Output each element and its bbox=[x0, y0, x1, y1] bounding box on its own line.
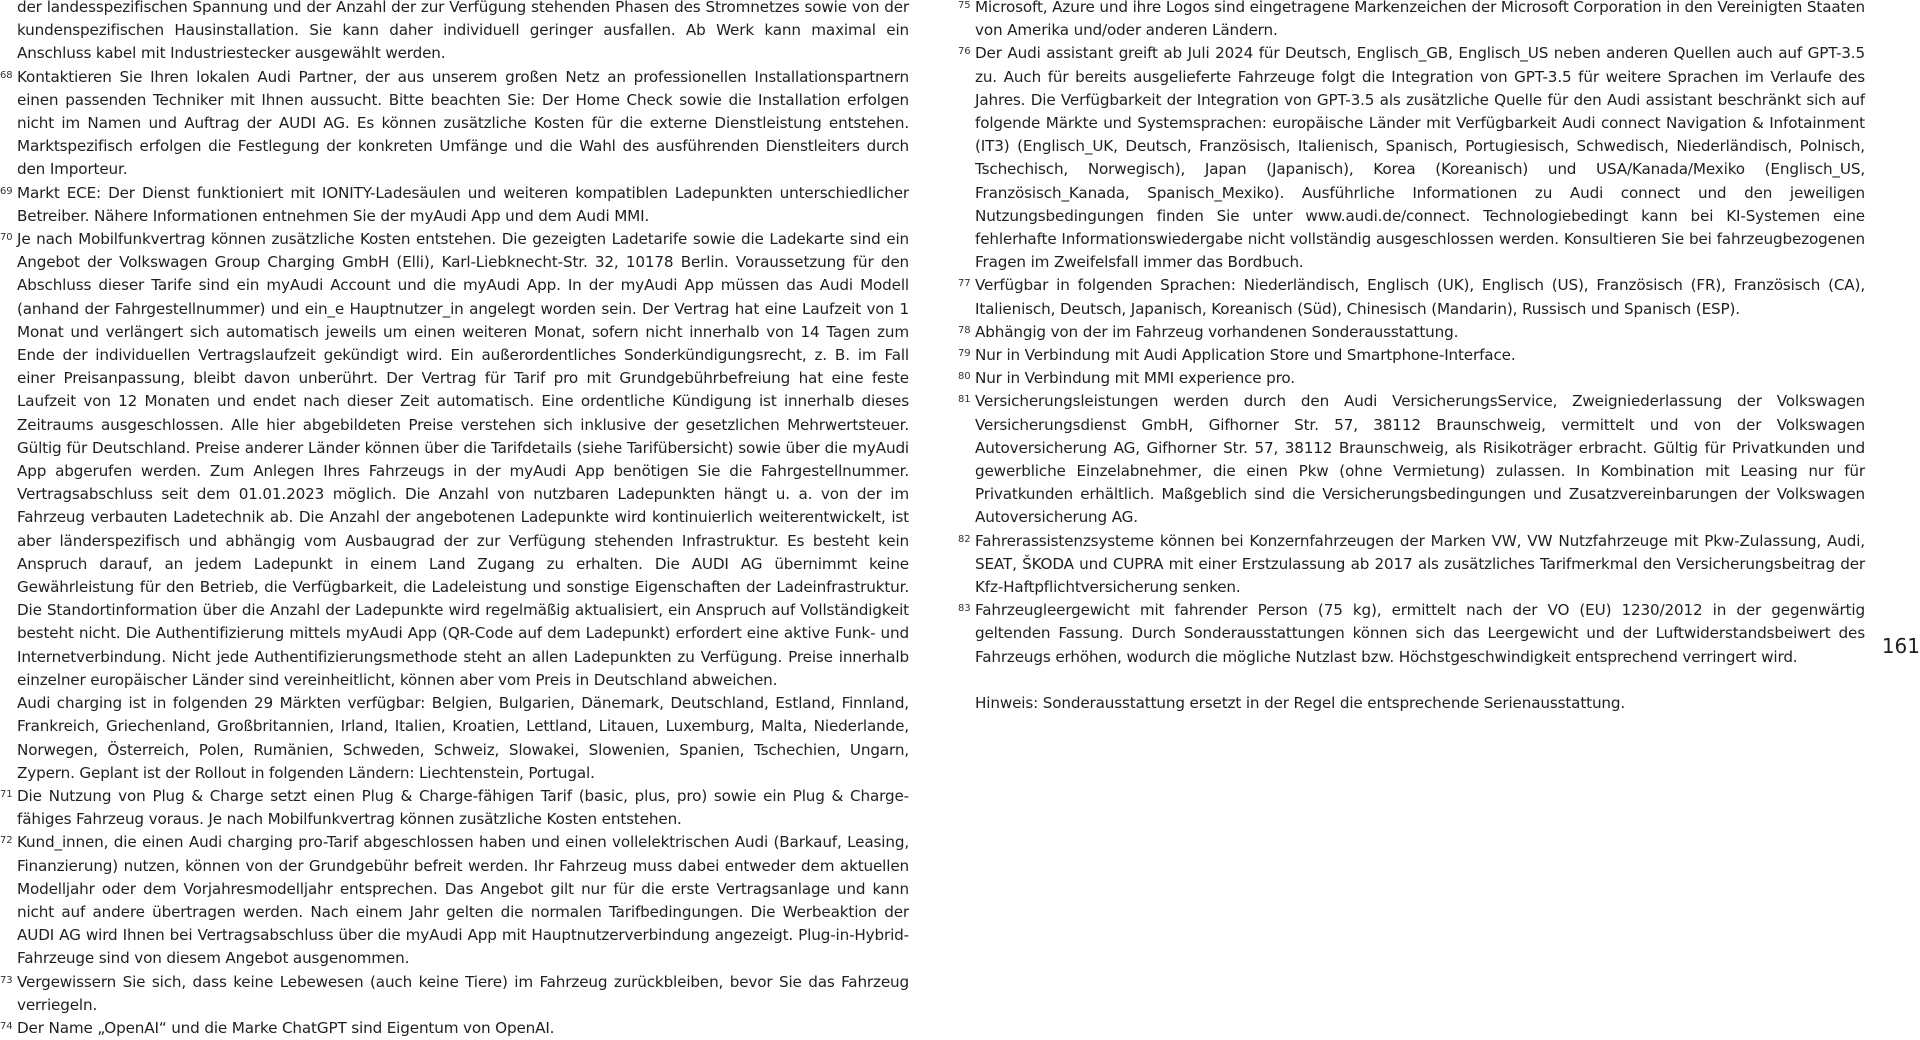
footnote-number: 80 bbox=[958, 371, 971, 383]
footnote-70 bbox=[0, 228, 909, 692]
footnote-text: Nur in Verbindung mit MMI experience pro. bbox=[975, 369, 1295, 388]
footnote-77 bbox=[958, 274, 1865, 320]
page-number: 161 bbox=[1881, 634, 1920, 658]
footnote-number: 70 bbox=[0, 232, 13, 244]
footnote-83 bbox=[958, 599, 1865, 669]
footnote-number: 81 bbox=[958, 394, 971, 406]
footnote-number: 76 bbox=[958, 46, 971, 58]
footnote-81 bbox=[958, 390, 1865, 529]
footnote-text: Markt ECE: Der Dienst funktioniert mit IONITY-Ladesäulen und weiteren kompatiblen Ladepunkten unterschiedlicher Betreiber. Nähere Informationen entnehmen Sie der myAudi App und dem Audi MMI. bbox=[17, 183, 909, 225]
footnote-number: 71 bbox=[0, 788, 13, 800]
footnote-82 bbox=[958, 530, 1865, 600]
footnote-number: 72 bbox=[0, 835, 13, 847]
footnote-71 bbox=[0, 785, 909, 831]
footnote-73 bbox=[0, 971, 909, 1017]
footnote-74 bbox=[0, 1017, 909, 1040]
footnote-78 bbox=[958, 321, 1865, 344]
footnote-72 bbox=[0, 831, 909, 970]
footnote-text: Nur in Verbindung mit Audi Application Store und Smartphone-Interface. bbox=[975, 346, 1516, 365]
footnote-text: Die Nutzung von Plug & Charge setzt einen Plug & Charge-fähigen Tarif (basic, plus, pro) sowie ein Plug & Charge-fähiges Fahrzeug voraus. Je nach Mobilfunkvertrag können zusätzliche Kosten entstehen. bbox=[17, 786, 909, 829]
intro-paragraph: der landesspezifischen Spannung und der Anzahl der zur Verfügung stehenden Phasen des Stromnetzes sowie von der kundenspezifischen Hausinstallation. Sie kann daher individuell geringer ausfallen. Ab Werk kann maximal ein Anschluss kabel mit Industriestecker ausgewählt werden. bbox=[17, 0, 909, 63]
footnote-69 bbox=[0, 182, 909, 228]
footnote-75 bbox=[958, 0, 1865, 42]
footnote-text: Kontaktieren Sie Ihren lokalen Audi Partner, der aus unserem großen Netz an professionellen Installationspartnern einen passenden Techniker mit Ihnen aussucht. Bitte beachten Sie: Der Home Check sowie die Installation erfolgen nicht im Namen und Auftrag der AUDI AG. Es können zusätzliche Kosten für die externe Dienstleistung entstehen. Marktspezifisch erfolgen die Festlegung der konkreten Umfänge und die Wahl des ausführenden Dienstleiters durch den Importeur. bbox=[17, 67, 909, 179]
equipment-hint: Hinweis: Sonderausstattung ersetzt in der Regel die entsprechende Serienausstattung. bbox=[975, 694, 1626, 713]
footnote-number: 82 bbox=[958, 533, 971, 545]
footnote-text: Der Audi assistant greift ab Juli 2024 für Deutsch, Englisch_GB, Englisch_US neben anderen Quellen auch auf GPT-3.5 zu. Auch für bereits ausgelieferte Fahrzeuge folgt die Integration von GPT-3.5 für weitere Sprachen im Verlaufe des Jahres. Die Verfügbarkeit der Integration von GPT-3.5 als zusätzliche Quelle für den Audi assistant beschränkt sich auf folgende Märkte und Systemsprachen: europäische Länder mit Verfügbarkeit Audi connect Navigation & Infotainment (IT3) (Englisch_UK, Deutsch, Französisch, Italienisch, Spanisch, Portugiesisch, Schwedisch, Niederländisch, Polnisch, Tschechisch, Norwegisch), Japan (Japanisch), Korea (Koreanisch) und USA/Kanada/Mexiko (Englisch_US, Französisch_Kanada, Spanisch_Mexiko). Ausführliche Informationen zu Audi connect und den jeweiligen Nutzungsbedingungen finden Sie unter www.audi.de/connect. Technologiebedingt kann bei KI-Systemen eine fehlerhafte Informationswiedergabe nicht vollständig ausgeschlossen werden. Konsultieren Sie bei fahrzeugbezogenen Fragen im Zweifelsfall immer das Bordbuch. bbox=[975, 44, 1865, 272]
footnote-number: 73 bbox=[0, 974, 13, 986]
footnote-text: Der Name „OpenAI“ und die Marke ChatGPT sind Eigentum von OpenAI. bbox=[17, 1018, 555, 1037]
footnote-text: Verfügbar in folgenden Sprachen: Niederländisch, Englisch (UK), Englisch (US), Französisch (FR), Französisch (CA), Italienisch, Deutsch, Japanisch, Koreanisch (Süd), Chinesisch (Mandarin), Russisch und Spanisch (ESP). bbox=[975, 276, 1865, 318]
footnotes-left-column bbox=[0, 0, 909, 1040]
footnote-text: Versicherungsleistungen werden durch den Audi VersicherungsService, Zweigniederlassung der Volkswagen Versicherungsdienst GmbH, Gifhorner Str. 57, 38112 Braunschweig, vermittelt und von der Volkswagen Autoversicherung AG, Gifhorner Str. 57, 38112 Braunschweig, als Risikoträger erbracht. Gültig für Privatkunden und gewerbliche Einzelabnehmer, die einen Pkw (ohne Vermietung) zulassen. In Kombination mit Leasing nur für Privatkunden erhältlich. Maßgeblich sind die Versicherungsbedingungen und Zusatzvereinbarungen der Volkswagen Autoversicherung AG. bbox=[975, 392, 1865, 527]
footnote-79 bbox=[958, 344, 1865, 367]
footnote-number: 74 bbox=[0, 1020, 13, 1032]
footnote-text: Abhängig von der im Fahrzeug vorhandenen Sonderausstattung. bbox=[975, 322, 1459, 341]
footnote-text: Fahrzeugleergewicht mit fahrender Person (75 kg), ermittelt nach der VO (EU) 1230/2012 in der gegenwärtig geltenden Fassung. Durch Sonderausstattungen können sich das Leergewicht und der Luftwiderstandsbeiwert des Fahrzeugs erhöhen, wodurch die mögliche Nutzlast bzw. Höchstgeschwindigkeit entsprechend verringert wird. bbox=[975, 601, 1865, 666]
spacer bbox=[975, 669, 1865, 692]
footnote-number: 83 bbox=[958, 603, 971, 615]
footnote-76 bbox=[958, 42, 1865, 274]
footnote-number: 77 bbox=[958, 278, 971, 290]
footnotes-right-column bbox=[958, 0, 1865, 715]
footnote-number: 75 bbox=[958, 0, 971, 11]
footnote-number: 79 bbox=[958, 348, 971, 360]
footnote-70-markets: Audi charging ist in folgenden 29 Märkten verfügbar: Belgien, Bulgarien, Dänemark, Deutschland, Estland, Finnland, Frankreich, Griechenland, Großbritannien, Irland, Italien, Kroatien, Lettland, Litauen, Luxemburg, Malta, Niederlande, Norwegen, Österreich, Polen, Rumänien, Schweden, Schweiz, Slowakei, Slowenien, Spanien, Tschechien, Ungarn, Zypern. Geplant ist der Rollout in folgenden Ländern: Liechtenstein, Portugal. bbox=[17, 694, 909, 782]
footnote-number: 78 bbox=[958, 324, 971, 336]
footnote-number: 68 bbox=[0, 69, 13, 81]
footnote-text: Kund_innen, die einen Audi charging pro-Tarif abgeschlossen haben und einen vollelektrischen Audi (Barkauf, Leasing, Finanzierung) nutzen, können von der Grundgebühr befreit werden. Ihr Fahrzeug muss dabei entweder dem aktuellen Modelljahr oder dem Vorjahresmodelljahr entsprechen. Das Angebot gilt nur für die erste Vertragsanlage und kann nicht auf andere übertragen werden. Nach einem Jahr gelten die normalen Tarifbedingungen. Die Werbeaktion der AUDI AG wird Ihnen bei Vertragsabschluss über die myAudi App mit Hauptnutzerverbindung angezeigt. Plug-in-Hybrid-Fahrzeuge sind von diesem Angebot ausgenommen. bbox=[17, 833, 909, 968]
footnote-text: Vergewissern Sie sich, dass keine Lebewesen (auch keine Tiere) im Fahrzeug zurückbleiben, bevor Sie das Fahrzeug verriegeln. bbox=[17, 972, 909, 1014]
footnote-text: Je nach Mobilfunkvertrag können zusätzliche Kosten entstehen. Die gezeigten Ladetarife sowie die Ladekarte sind ein Angebot der Volkswagen Group Charging GmbH (Elli), Karl-Liebknecht-Str. 32, 10178 Berlin. Voraussetzung für den Abschluss dieser Tarife sind ein myAudi Account und die myAudi App. In der myAudi App müssen das Audi Modell (anhand der Fahrgestellnummer) und ein_e Hauptnutzer_in angelegt worden sein. Der Vertrag hat eine Laufzeit von 1 Monat und verlängert sich automatisch jeweils um einen weiteren Monat, sofern nicht innerhalb von 14 Tagen zum Ende der individuellen Vertragslaufzeit gekündigt wird. Ein außerordentliches Sonderkündigungsrecht, z. B. im Fall einer Preisanpassung, bleibt davon unberührt. Der Vertrag für Tarif pro mit Grundgebührbefreiung hat eine feste Laufzeit von 12 Monaten und endet nach dieser Zeit automatisch. Eine ordentliche Kündigung ist innerhalb dieses Zeitraums ausgeschlossen. Alle hier abgebildeten Preise verstehen sich inklusive der gesetzlichen Mehrwertsteuer. Gültig für Deutschland. Preise anderer Länder können über die Tarifdetails (siehe Tarifübersicht) sowie über die myAudi App abgerufen werden. Zum Anlegen Ihres Fahrzeugs in der myAudi App benötigen Sie die Fahrgestellnummer. Vertragsabschluss seit dem 01.01.2023 möglich. Die Anzahl von nutzbaren Ladepunkten hängt u. a. von der im Fahrzeug verbauten Ladetechnik ab. Die Anzahl der angebotenen Ladepunkte wird kontinuierlich weiterentwickelt, ist aber länderspezifisch und abhängig vom Ausbaugrad der zur Verfügung stehenden Infrastruktur. Es besteht kein Anspruch darauf, an jedem Ladepunkt in einem Land Zugang zu erhalten. Die AUDI AG übernimmt keine Gewährleistung für den Betrieb, die Verfügbarkeit, die Ladeleistung und sonstige Eigenschaften der Ladeinfrastruktur. Die Standortinformation über die Anzahl der Ladepunkte wird regelmäßig aktualisiert, ein Anspruch auf Vollständigkeit besteht nicht. Die Authentifizierung mittels myAudi App (QR-Code auf dem Ladepunkt) erfordert eine aktive Funk- und Internetverbindung. Nicht jede Authentifizierungsmethode steht an allen Ladepunkten zu Verfügung. Preise innerhalb einzelner europäischer Länder sind vereinheitlicht, können aber vom Preis in Deutschland abweichen. bbox=[17, 230, 909, 689]
footnote-text: Microsoft, Azure und ihre Logos sind eingetragene Markenzeichen der Microsoft Corporation in den Vereinigten Staaten von Amerika und/oder anderen Ländern. bbox=[975, 0, 1865, 40]
footnote-80 bbox=[958, 367, 1865, 390]
footnote-68 bbox=[0, 66, 909, 182]
footnote-number: 69 bbox=[0, 185, 13, 197]
footnote-text: Fahrerassistenzsysteme können bei Konzernfahrzeugen der Marken VW, VW Nutzfahrzeuge mit Pkw-Zulassung, Audi, SEAT, ŠKODA und CUPRA mit einer Erstzulassung ab 2017 als zusätzliches Tarifmerkmal den Versicherungsbeitrag der Kfz-Haftpflichtversicherung senken. bbox=[975, 531, 1865, 597]
